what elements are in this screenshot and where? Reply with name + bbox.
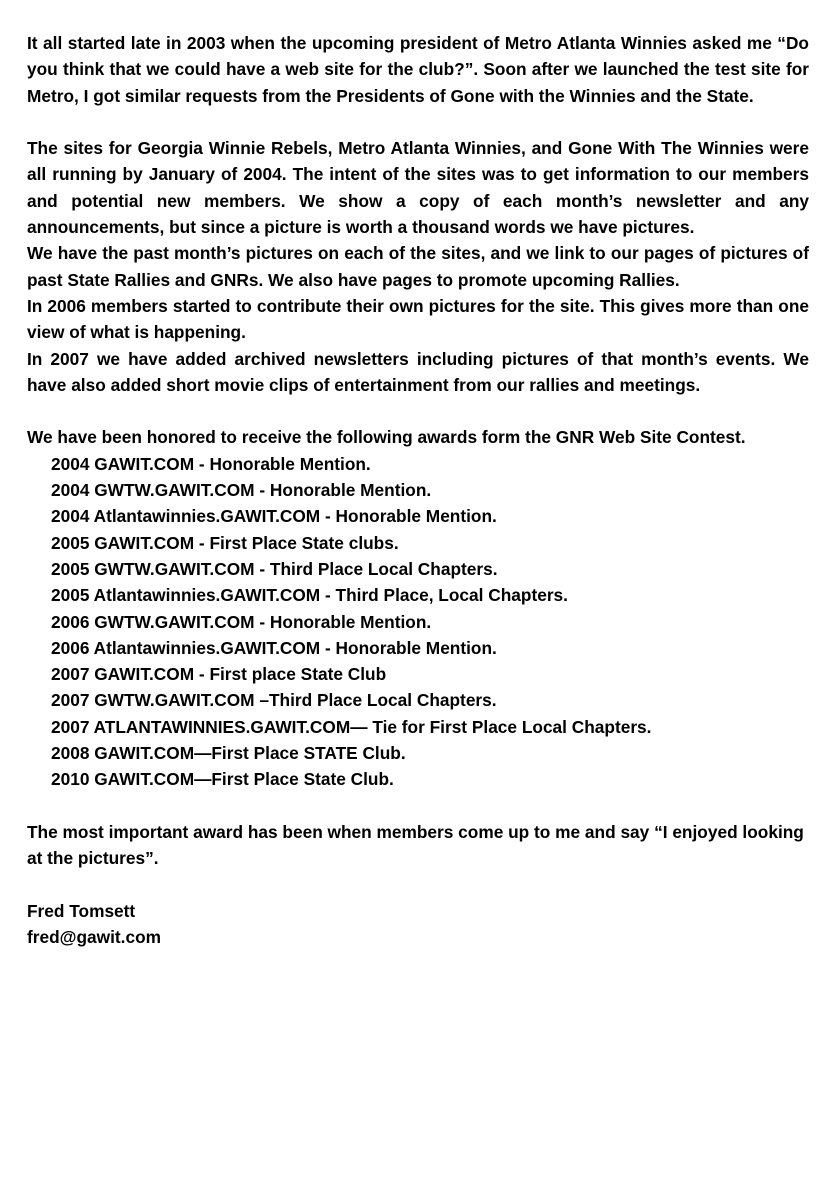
award-item: 2007 GAWIT.COM - First place State Club xyxy=(51,664,387,685)
awards-list xyxy=(27,451,809,793)
award-item: 2005 Atlantawinnies.GAWIT.COM - Third Place, Local Chapters. xyxy=(51,585,568,606)
awards-intro-paragraph: We have been honored to receive the following awards form the GNR Web Site Contest. xyxy=(27,427,746,448)
award-item: 2007 GWTW.GAWIT.COM –Third Place Local Chapters. xyxy=(51,690,497,711)
award-item: 2010 GAWIT.COM—First Place State Club. xyxy=(51,769,394,790)
award-item: 2008 GAWIT.COM—First Place STATE Club. xyxy=(51,743,406,764)
sites-paragraph: The sites for Georgia Winnie Rebels, Metro Atlanta Winnies, and Gone With The Winnies were all running by January of 2004. The intent of the sites was to get information to our members and potential new members. We show a copy of each month’s newsletter and any announcements, but since a picture is worth a thousand words we have pictures. xyxy=(27,138,809,238)
closing-paragraph: The most important award has been when members come up to me and say “I enjoyed looking at the pictures”. xyxy=(27,821,804,869)
award-item: 2007 ATLANTAWINNIES.GAWIT.COM— Tie for First Place Local Chapters. xyxy=(51,716,652,737)
paragraph-spacer xyxy=(27,109,809,135)
award-item: 2004 GWTW.GAWIT.COM - Honorable Mention. xyxy=(51,480,432,501)
award-item: 2004 Atlantawinnies.GAWIT.COM - Honorable Mention. xyxy=(51,506,497,527)
signature-name: Fred Tomsett xyxy=(27,900,136,921)
intro-paragraph: It all started late in 2003 when the upcoming president of Metro Atlanta Winnies asked me “Do you think that we could have a web site for the club?”. Soon after we launched the test site for Metro, I got similar requests from the Presidents of Gone with the Winnies and the State. xyxy=(27,33,809,106)
award-item: 2006 GWTW.GAWIT.COM - Honorable Mention. xyxy=(51,611,432,632)
award-item: 2005 GWTW.GAWIT.COM - Third Place Local Chapters. xyxy=(51,558,498,579)
paragraph-spacer xyxy=(27,872,809,898)
pictures-paragraph: We have the past month’s pictures on each of the sites, and we link to our pages of pictures of past State Rallies and GNRs. We also have pages to promote upcoming Rallies. xyxy=(27,243,809,290)
award-item: 2005 GAWIT.COM - First Place State clubs. xyxy=(51,532,399,553)
paragraph-spacer xyxy=(27,398,809,424)
additions-2007-paragraph: In 2007 we have added archived newsletters including pictures of that month’s events. We have also added short movie clips of entertainment from our rallies and meetings. xyxy=(27,348,809,395)
award-item: 2006 Atlantawinnies.GAWIT.COM - Honorable Mention. xyxy=(51,637,497,658)
award-item: 2004 GAWIT.COM - Honorable Mention. xyxy=(51,453,371,474)
signature-email: fred@gawit.com xyxy=(27,927,161,948)
paragraph-spacer xyxy=(27,793,809,819)
contributions-2006-paragraph: In 2006 members started to contribute their own pictures for the site. This gives more than one view of what is happening. xyxy=(27,295,809,343)
document-page xyxy=(27,30,809,950)
